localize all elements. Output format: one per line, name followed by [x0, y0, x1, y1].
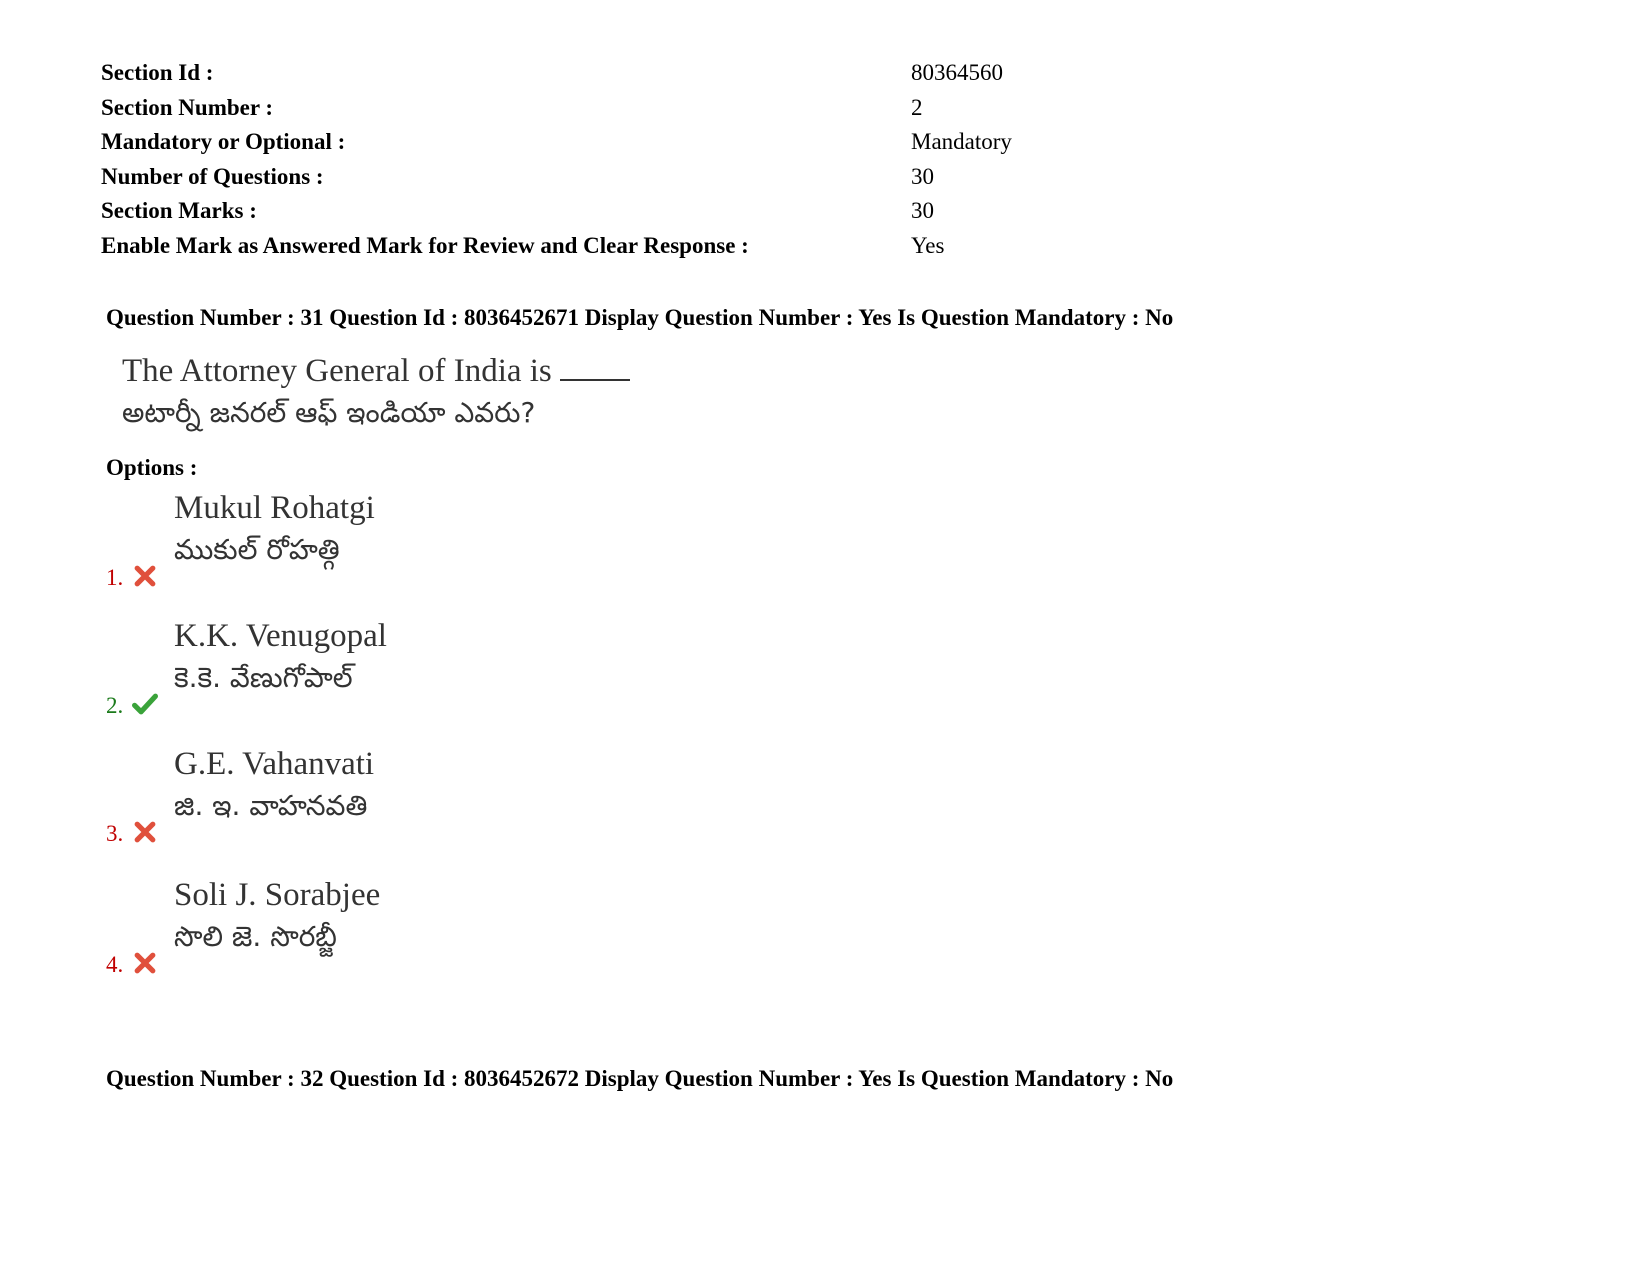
- meta-row: [101, 125, 1101, 160]
- option-number: 1.: [106, 565, 124, 590]
- meta-row: [101, 91, 1101, 126]
- meta-row: [101, 194, 1101, 229]
- option-number: 2.: [106, 693, 124, 718]
- meta-label: Mandatory or Optional :: [101, 129, 346, 155]
- question-31-header: Question Number : 31 Question Id : 8036452671 Display Question Number : Yes Is Question Mandatory : No: [106, 305, 1174, 330]
- option-text: [174, 615, 387, 699]
- question-text-en: The Attorney General of India is: [122, 353, 552, 389]
- meta-value: Mandatory: [911, 129, 1012, 155]
- option-text: [174, 743, 374, 827]
- option-text-en: Soli J. Sorabjee: [174, 877, 381, 913]
- section-meta-table: [101, 56, 1101, 263]
- option-number: 4.: [106, 952, 124, 977]
- meta-row: [101, 160, 1101, 195]
- option-number: 3.: [106, 821, 124, 846]
- meta-label: Section Marks :: [101, 198, 257, 224]
- question-text-te: అటార్నీ జనరల్ ఆఫ్ ఇండియా ఎవరు?: [122, 396, 536, 429]
- meta-label: Enable Mark as Answered Mark for Review and Clear Response :: [101, 232, 749, 258]
- correct-check-icon: [132, 691, 158, 717]
- option-3: [106, 743, 706, 853]
- question-32-header: Question Number : 32 Question Id : 8036452672 Display Question Number : Yes Is Question Mandatory : No: [106, 1066, 1174, 1091]
- answer-blank: [560, 353, 630, 381]
- wrong-cross-icon: [132, 819, 158, 845]
- wrong-cross-icon: [132, 563, 158, 589]
- meta-value: Yes: [911, 232, 945, 258]
- option-text-te: జి. ఇ. వాహనవతి: [174, 789, 368, 822]
- wrong-cross-icon: [132, 950, 158, 976]
- option-text: [174, 487, 375, 571]
- option-text-te: ముకుల్ రోహత్గి: [174, 533, 340, 566]
- meta-value: 80364560: [911, 60, 1003, 86]
- option-text: [174, 874, 380, 958]
- meta-value: 2: [911, 94, 923, 120]
- meta-value: 30: [911, 163, 934, 189]
- option-2: [106, 615, 706, 725]
- meta-value: 30: [911, 198, 934, 224]
- meta-label: Section Id :: [101, 60, 214, 86]
- option-text-te: కె.కె. వేణుగోపాల్: [174, 661, 353, 694]
- option-4: [106, 874, 706, 984]
- option-1: [106, 487, 706, 597]
- option-text-en: K.K. Venugopal: [174, 618, 387, 654]
- options-label: Options :: [106, 455, 198, 480]
- meta-label: Section Number :: [101, 94, 274, 120]
- meta-row: [101, 56, 1101, 91]
- option-text-en: G.E. Vahanvati: [174, 746, 375, 782]
- question-31-text: [122, 350, 630, 434]
- meta-row: [101, 229, 1101, 264]
- option-text-en: Mukul Rohatgi: [174, 490, 375, 526]
- meta-label: Number of Questions :: [101, 163, 324, 189]
- option-text-te: సొలి జె. సొరబ్జీ: [174, 920, 337, 953]
